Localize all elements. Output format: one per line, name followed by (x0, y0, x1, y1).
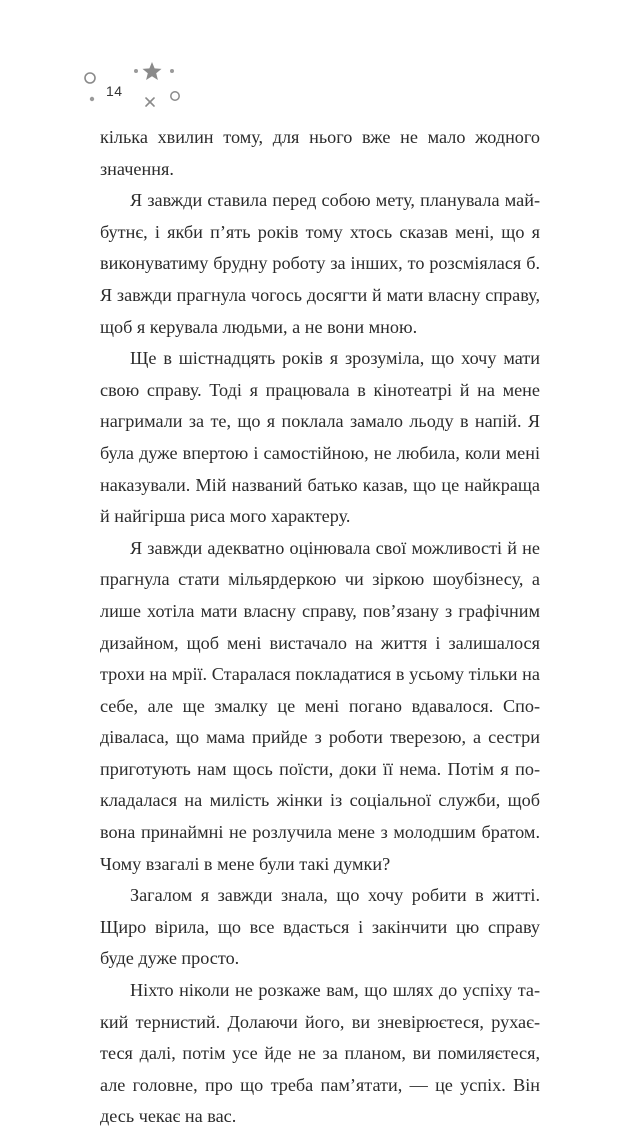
paragraph: Я завжди ставила перед собою мету, планувала майбутнє, і якби п’ять років тому хтось сказав мені, що я виконуватиму брудну роботу за інших, то розсміялася б. Я завжди прагнула чогось досягти й мати власну справу, щоб я керувала людьми, а не вони мною. (100, 190, 540, 337)
paragraph: кілька хвилин тому, для нього вже не мало жодного значення. (100, 127, 540, 179)
paragraph: Загалом я завжди знала, що хочу робити в житті. Щиро вірила, що все вдасться і закінчити цю справу буде дуже просто. (100, 885, 540, 969)
star-dots-icon (76, 58, 186, 114)
paragraph: Я завжди адекватно оцінювала свої можливості й не прагнула стати мільярдеркою чи зіркою шоубізнесу, а лише хотіла мати власну справу, пов’язану з графічним дизайном, щоб мені вистачало на життя і залишалося трохи на мрії. Старалася покладатися в усьому тільки на себе, але ще змалку це мені погано вдавалося. Сподіваласа, що мама прийде з роботи тверезою, а сестри приготують нам щось поїсти, доки її нема. Потім я покладалася на милість жінки із соціальної служби, щоб вона принаймні не розлучила мене з молодшим братом. Чому взагалі в мене були такі думки? (100, 537, 540, 874)
page-number: 14 (106, 83, 123, 99)
paragraph: Ніхто ніколи не розкаже вам, що шлях до успіху такий тернистий. Долаючи його, ви зневірюєтеся, рухаєтеся далі, потім усе йде не за планом, ви помиляєтеся, але головне, про що треба пам’ятати, — це успіх. Він десь чекає на вас. (100, 980, 540, 1127)
body-text (100, 122, 540, 1133)
paragraph: Ще в шістнадцять років я зрозуміла, що хочу мати свою справу. Тоді я працювала в кінотеатрі й на мене нагримали за те, що я поклала замало льоду в напій. Я була дуже впертою і самостійною, не любила, коли мені наказували. Мій названий батько казав, що це найкраща й найгірша риса мого характеру. (100, 348, 540, 527)
